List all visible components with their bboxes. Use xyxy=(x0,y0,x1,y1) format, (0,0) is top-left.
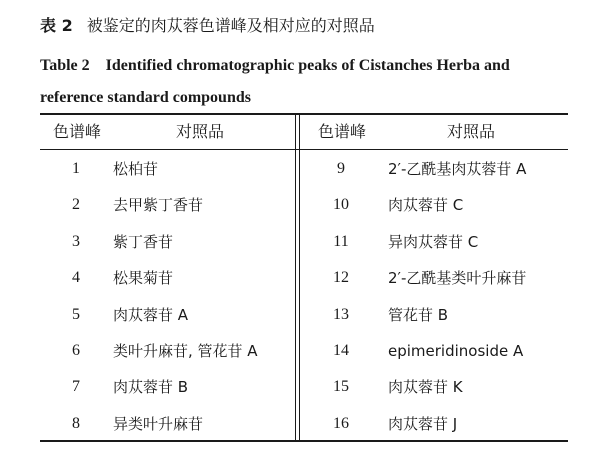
compound-name-left: 肉苁蓉苷 A xyxy=(113,306,189,324)
peak-number-right: 14 xyxy=(333,342,349,359)
compound-name-left: 松柏苷 xyxy=(113,160,159,178)
compound-name-right: 2′-乙酰基类叶升麻苷 xyxy=(388,269,527,287)
peak-number-right: 11 xyxy=(333,233,349,250)
header-compound-left: 对照品 xyxy=(176,122,225,141)
peak-number-left: 7 xyxy=(72,378,80,395)
header-peak-left: 色谱峰 xyxy=(52,122,102,141)
peak-number-right: 10 xyxy=(333,196,349,213)
header-peak-right: 色谱峰 xyxy=(317,122,367,141)
peak-number-right: 9 xyxy=(337,160,345,177)
compound-name-right: 肉苁蓉苷 K xyxy=(388,378,463,396)
caption-cn-number: 表 2 xyxy=(40,16,73,35)
peak-number-left: 1 xyxy=(72,160,80,177)
compound-name-left: 肉苁蓉苷 B xyxy=(113,378,189,396)
caption-en-title: Identified chromatographic peaks of Cistanches Herba and reference standard compounds xyxy=(40,57,510,106)
compound-name-right: 肉苁蓉苷 C xyxy=(388,196,464,214)
table-row xyxy=(0,157,604,181)
table-row xyxy=(0,266,604,290)
peak-number-left: 4 xyxy=(72,269,80,286)
compound-name-right: 异肉苁蓉苷 C xyxy=(388,233,479,251)
table-row xyxy=(0,230,604,254)
peak-number-right: 16 xyxy=(333,415,349,432)
peak-number-left: 5 xyxy=(72,306,80,323)
table-row xyxy=(0,193,604,217)
compound-name-right: 管花苷 B xyxy=(388,306,449,324)
caption-en-number: Table 2 xyxy=(40,57,90,74)
caption-english xyxy=(40,50,570,114)
peak-number-right: 13 xyxy=(333,306,349,323)
peak-number-right: 15 xyxy=(333,378,349,395)
table-row xyxy=(0,412,604,436)
caption-cn-title: 被鉴定的肉苁蓉色谱峰及相对应的对照品 xyxy=(86,16,375,35)
peak-number-left: 6 xyxy=(72,342,80,359)
header-compound-right: 对照品 xyxy=(447,122,496,141)
table-row xyxy=(0,375,604,399)
table-row xyxy=(0,339,604,363)
compound-name-left: 松果菊苷 xyxy=(113,269,174,287)
peak-number-left: 8 xyxy=(72,415,80,432)
table-header-rule xyxy=(40,149,568,150)
table-row xyxy=(0,303,604,327)
compound-name-left: 类叶升麻苷, 管花苷 A xyxy=(113,342,258,360)
compound-name-left: 去甲紫丁香苷 xyxy=(113,196,204,214)
peak-number-right: 12 xyxy=(333,269,349,286)
table-bottom-rule xyxy=(40,440,568,442)
table-top-rule xyxy=(40,113,568,115)
compound-name-right: 2′-乙酰基肉苁蓉苷 A xyxy=(388,160,527,178)
compound-name-left: 紫丁香苷 xyxy=(113,233,174,251)
caption-chinese xyxy=(40,13,375,36)
peak-number-left: 3 xyxy=(72,233,80,250)
peak-number-left: 2 xyxy=(72,196,80,213)
compound-name-left: 异类叶升麻苷 xyxy=(113,415,204,433)
compound-name-right: 肉苁蓉苷 J xyxy=(388,415,458,433)
compound-name-right: epimeridinoside A xyxy=(388,342,524,360)
